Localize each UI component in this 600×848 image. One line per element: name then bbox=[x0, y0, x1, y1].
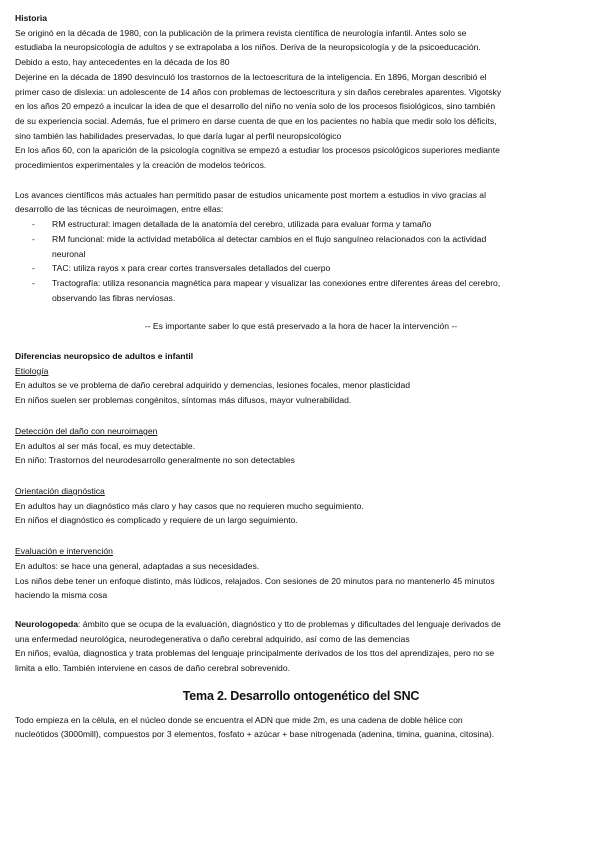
list-item bbox=[15, 261, 587, 276]
text-line: En niños suelen ser problemas congénitos, síntomas más difusos, mayor vulnerabilidad. bbox=[15, 395, 352, 406]
text-line: procedimientos experimentales y la creación de modelos teóricos. bbox=[15, 160, 267, 171]
neuroimaging-list bbox=[15, 217, 587, 305]
comparison-section bbox=[15, 364, 587, 408]
neurologopeda-definition: : ámbito que se ocupa de la evaluación, diagnóstico y tto de problemas y dificultades del lenguaje derivados de bbox=[78, 618, 501, 629]
text-line: En adultos al ser más focal, es muy detectable. bbox=[15, 440, 196, 451]
text-line: Todo empieza en la célula, en el núcleo donde se encuentra el ADN que mide 2m, es una cadena de doble hélice con bbox=[15, 714, 463, 725]
neurologopeda-term: Neurologopeda bbox=[15, 618, 79, 629]
text-line: Los niños debe tener un enfoque distinto, más lúdicos, relajados. Con sesiones de 20 minutos para no mantenerlo 45 minutos bbox=[15, 575, 495, 586]
comparison-section bbox=[15, 424, 587, 468]
text-line: estudiaba la neuropsicología de adultos y se extrapolaba a los niños. Deriva de la neuropsicología y de la psicoeducación. bbox=[15, 42, 481, 53]
text-line: Los avances científicos más actuales han permitido pasar de estudios unicamente post mortem a estudios in vivo gracias al bbox=[15, 189, 486, 200]
text-line: En niño: Trastornos del neurodesarrollo generalmente no son detectables bbox=[15, 455, 295, 466]
avances-paragraph bbox=[15, 188, 587, 217]
text-line: de su experiencia social. Además, fue el primero en darse cuenta de que en los pacientes no había que medir solo los déficits, bbox=[15, 115, 497, 126]
diferencias-sections bbox=[15, 364, 587, 603]
text-line: en los años 20 empezó a inculcar la idea de que el desarrollo del niño no venía solo de los procesos fisiológicos, sino también bbox=[15, 101, 496, 112]
text-line: nucleótidos (3000mill), compuestos por 3 elementos, fosfato + azúcar + base nitrogenada (adenina, timina, guanina, citosina). bbox=[15, 729, 495, 740]
list-item bbox=[15, 217, 587, 232]
text-line: En niños, evalúa, diagnostica y trata problemas del lenguaje principalmente derivados de los ttos del aprendizajes, pero no se bbox=[15, 648, 495, 659]
list-item-text: Tractografía: utiliza resonancia magnética para mapear y visualizar las conexiones entre diferentes áreas del cerebro, bbox=[52, 277, 501, 288]
tema2-paragraph bbox=[15, 713, 587, 742]
text-line: En niños el diagnóstico es complicado y requiere de un largo seguimiento. bbox=[15, 515, 298, 526]
neurologopeda-first-line bbox=[15, 617, 587, 632]
historia-heading: Historia bbox=[15, 13, 47, 23]
diferencias-heading: Diferencias neuropsico de adultos e infantil bbox=[15, 351, 194, 362]
comparison-section bbox=[15, 484, 587, 528]
list-item-text: observando las fibras nerviosas. bbox=[52, 292, 176, 303]
neurologopeda-paragraph bbox=[15, 632, 587, 676]
list-item-text: TAC: utiliza rayos x para crear cortes transversales detallados del cuerpo bbox=[52, 263, 331, 274]
text-line: En adultos: se hace una general, adaptadas a sus necesidades. bbox=[15, 560, 260, 571]
list-item-text: neuronal bbox=[52, 248, 86, 259]
section-title: Etiología bbox=[15, 365, 49, 376]
historia-paragraph bbox=[15, 26, 587, 173]
bullet-dash: - bbox=[32, 277, 35, 288]
list-item bbox=[15, 276, 587, 305]
text-line: En los años 60, con la aparición de la psicología cognitiva se empezó a estudiar los procesos psicológicos superiores mediante bbox=[15, 145, 500, 156]
text-line: En adultos hay un diagnóstico más claro y hay casos que no requieren mucho seguimiento. bbox=[15, 500, 364, 511]
text-line: primer caso de dislexia: un adolescente de 14 años con problemas de lectoescritura y sin daños cerebrales aparentes. Vigotsky bbox=[15, 86, 502, 97]
tema2-title: Tema 2. Desarrollo ontogenético del SNC bbox=[182, 688, 420, 703]
text-line: En adultos se ve problema de daño cerebral adquirido y demencias, lesiones focales, menor plasticidad bbox=[15, 380, 411, 391]
comparison-section bbox=[15, 544, 587, 603]
text-line: una enfermedad neurológica, neurodegenerativa o daño cerebral adquirido, así como de las demencias bbox=[15, 633, 410, 644]
text-line: limita a ello. También interviene en casos de daño cerebral sobrevenido. bbox=[15, 663, 291, 674]
bullet-dash: - bbox=[32, 219, 35, 230]
text-line: Se originó en la década de 1980, con la publicación de la primera revista científica de neurología infantil. Antes solo se bbox=[15, 27, 467, 38]
list-item-text: RM estructural: imagen detallada de la anatomía del cerebro, utilizada para evaluar forma y tamaño bbox=[52, 219, 432, 230]
text-line: Dejerine en la década de 1890 desvinculó los trastornos de la lectoescritura de la inteligencia. En 1896, Morgan describió el bbox=[15, 71, 487, 82]
document-body bbox=[15, 11, 587, 742]
preservation-note: -- Es importante saber lo que está preservado a la hora de hacer la intervención -- bbox=[144, 321, 458, 332]
text-line: haciendo la misma cosa bbox=[15, 590, 108, 601]
bullet-dash: - bbox=[32, 263, 35, 274]
section-title: Orientación diagnóstica bbox=[15, 485, 105, 496]
text-line: sino también las habilidades preservadas, lo que daría lugar al perfil neuropsicológico bbox=[15, 130, 342, 141]
section-title: Evaluación e intervención bbox=[15, 546, 113, 557]
list-item-text: RM funcional: mide la actividad metabólica al detectar cambios en el flujo sanguíneo relacionados con la actividad bbox=[52, 233, 487, 244]
list-item bbox=[15, 232, 587, 261]
text-line: Debido a esto, hay antecedentes en la década de los 80 bbox=[15, 57, 230, 68]
section-title: Detección del daño con neuroimagen bbox=[15, 425, 158, 436]
text-line: desarrollo de las técnicas de neuroimagen, entre ellas: bbox=[15, 204, 224, 215]
bullet-dash: - bbox=[32, 233, 35, 244]
